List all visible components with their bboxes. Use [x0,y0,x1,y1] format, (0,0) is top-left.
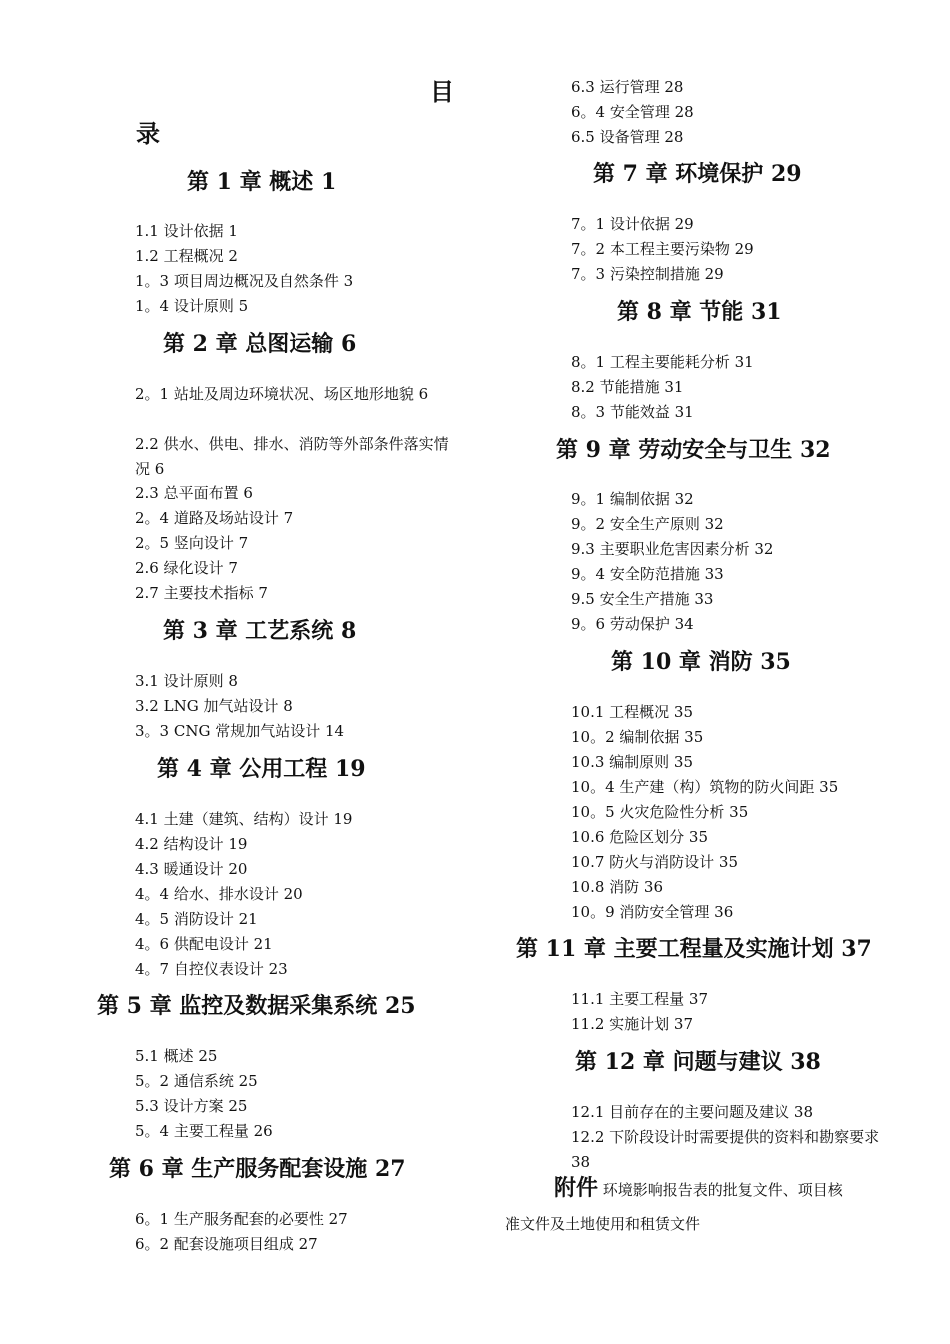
toc-item[interactable]: 9。6 劳动保护 34 [571,615,694,633]
toc-item[interactable]: 6。2 配套设施项目组成 27 [135,1235,318,1253]
chapter-10-heading[interactable]: 第 10 章 消防 35 [611,649,791,675]
toc-item[interactable]: 10。2 编制依据 35 [571,728,704,746]
toc-item[interactable]: 4。6 供配电设计 21 [135,935,273,953]
toc-item[interactable]: 2。1 站址及周边环境状况、场区地形地貌 6 [135,385,429,403]
attachment-line[interactable] [554,1172,843,1206]
toc-item[interactable]: 6。4 安全管理 28 [571,103,694,121]
toc-item[interactable]: 10。9 消防安全管理 36 [571,903,734,921]
toc-item[interactable]: 8.2 节能措施 31 [571,378,684,396]
toc-item[interactable]: 11.2 实施计划 37 [571,1015,694,1033]
toc-item[interactable]: 7。1 设计依据 29 [571,215,694,233]
toc-item[interactable]: 2.7 主要技术指标 7 [135,584,268,602]
toc-item[interactable]: 10.7 防火与消防设计 35 [571,853,739,871]
toc-item[interactable]: 6.3 运行管理 28 [571,78,684,96]
toc-item[interactable]: 4.2 结构设计 19 [135,835,248,853]
toc-item[interactable]: 5。2 通信系统 25 [135,1072,258,1090]
toc-item[interactable]: 7。2 本工程主要污染物 29 [571,240,754,258]
toc-item[interactable]: 10.8 消防 36 [571,878,664,896]
toc-item[interactable]: 3。3 CNG 常规加气站设计 14 [135,722,345,740]
toc-item[interactable]: 3.1 设计原则 8 [135,672,238,690]
toc-item[interactable]: 5.1 概述 25 [135,1047,218,1065]
toc-item[interactable]: 9.3 主要职业危害因素分析 32 [571,540,774,558]
toc-item[interactable]: 5。4 主要工程量 26 [135,1122,273,1140]
toc-item[interactable]: 10。5 火灾危险性分析 35 [571,803,749,821]
toc-item[interactable]: 8。1 工程主要能耗分析 31 [571,353,754,371]
toc-item[interactable]: 2.3 总平面布置 6 [135,484,253,502]
chapter-5-heading[interactable]: 第 5 章 监控及数据采集系统 25 [97,993,416,1019]
toc-title-char-1: 目 [430,77,454,106]
toc-item[interactable]: 12.1 目前存在的主要问题及建议 38 [571,1103,814,1121]
chapter-8-heading[interactable]: 第 8 章 节能 31 [617,299,782,325]
toc-item[interactable]: 3.2 LNG 加气站设计 8 [135,697,293,715]
toc-item[interactable]: 10.3 编制原则 35 [571,753,694,771]
chapter-9-heading[interactable]: 第 9 章 劳动安全与卫生 32 [556,437,831,463]
toc-item[interactable]: 10.1 工程概况 35 [571,703,694,721]
toc-item[interactable]: 12.2 下阶段设计时需要提供的资料和勘察要求 38 [571,1128,880,1171]
toc-item[interactable]: 1.2 工程概况 2 [135,247,238,265]
toc-item[interactable]: 10。4 生产建（构）筑物的防火间距 35 [571,778,839,796]
toc-item[interactable]: 2.6 绿化设计 7 [135,559,238,577]
attachment-text-continued[interactable]: 准文件及土地使用和租赁文件 [505,1215,701,1233]
toc-item[interactable]: 11.1 主要工程量 37 [571,990,709,1008]
toc-item[interactable]: 6.5 设备管理 28 [571,128,684,146]
toc-item[interactable]: 1.1 设计依据 1 [135,222,238,240]
toc-item[interactable]: 2。4 道路及场站设计 7 [135,509,294,527]
toc-item[interactable]: 6。1 生产服务配套的必要性 27 [135,1210,348,1228]
chapter-12-heading[interactable]: 第 12 章 问题与建议 38 [575,1049,821,1075]
toc-item[interactable]: 7。3 污染控制措施 29 [571,265,724,283]
toc-item[interactable]: 5.3 设计方案 25 [135,1097,248,1115]
toc-item[interactable]: 4.3 暖通设计 20 [135,860,248,878]
chapter-11-heading[interactable]: 第 11 章 主要工程量及实施计划 37 [516,936,872,962]
attachment-label: 附件 [554,1175,599,1201]
toc-item[interactable]: 4。5 消防设计 21 [135,910,258,928]
chapter-6-heading[interactable]: 第 6 章 生产服务配套设施 27 [109,1156,406,1182]
toc-item[interactable]: 4。4 给水、排水设计 20 [135,885,303,903]
toc-item[interactable]: 9.5 安全生产措施 33 [571,590,714,608]
toc-item[interactable]: 4。7 自控仪表设计 23 [135,960,288,978]
chapter-3-heading[interactable]: 第 3 章 工艺系统 8 [163,618,357,644]
chapter-7-heading[interactable]: 第 7 章 环境保护 29 [593,161,802,187]
toc-item[interactable]: 9。1 编制依据 32 [571,490,694,508]
attachment-text: 环境影响报告表的批复文件、项目核 [602,1181,843,1199]
toc-item[interactable]: 1。4 设计原则 5 [135,297,249,315]
toc-item[interactable]: 2。5 竖向设计 7 [135,534,249,552]
toc-item[interactable]: 8。3 节能效益 31 [571,403,694,421]
chapter-4-heading[interactable]: 第 4 章 公用工程 19 [157,756,366,782]
toc-item[interactable]: 9。2 安全生产原则 32 [571,515,724,533]
chapter-2-heading[interactable]: 第 2 章 总图运输 6 [163,331,357,357]
chapter-1-heading[interactable]: 第 1 章 概述 1 [187,169,337,195]
toc-item[interactable]: 4.1 土建（建筑、结构）设计 19 [135,810,353,828]
toc-item[interactable]: 9。4 安全防范措施 33 [571,565,724,583]
toc-item[interactable]: 10.6 危险区划分 35 [571,828,709,846]
toc-title-char-2: 录 [136,119,160,148]
toc-item[interactable]: 2.2 供水、供电、排水、消防等外部条件落实情况 6 [135,435,449,478]
toc-item[interactable]: 1。3 项目周边概况及自然条件 3 [135,272,354,290]
